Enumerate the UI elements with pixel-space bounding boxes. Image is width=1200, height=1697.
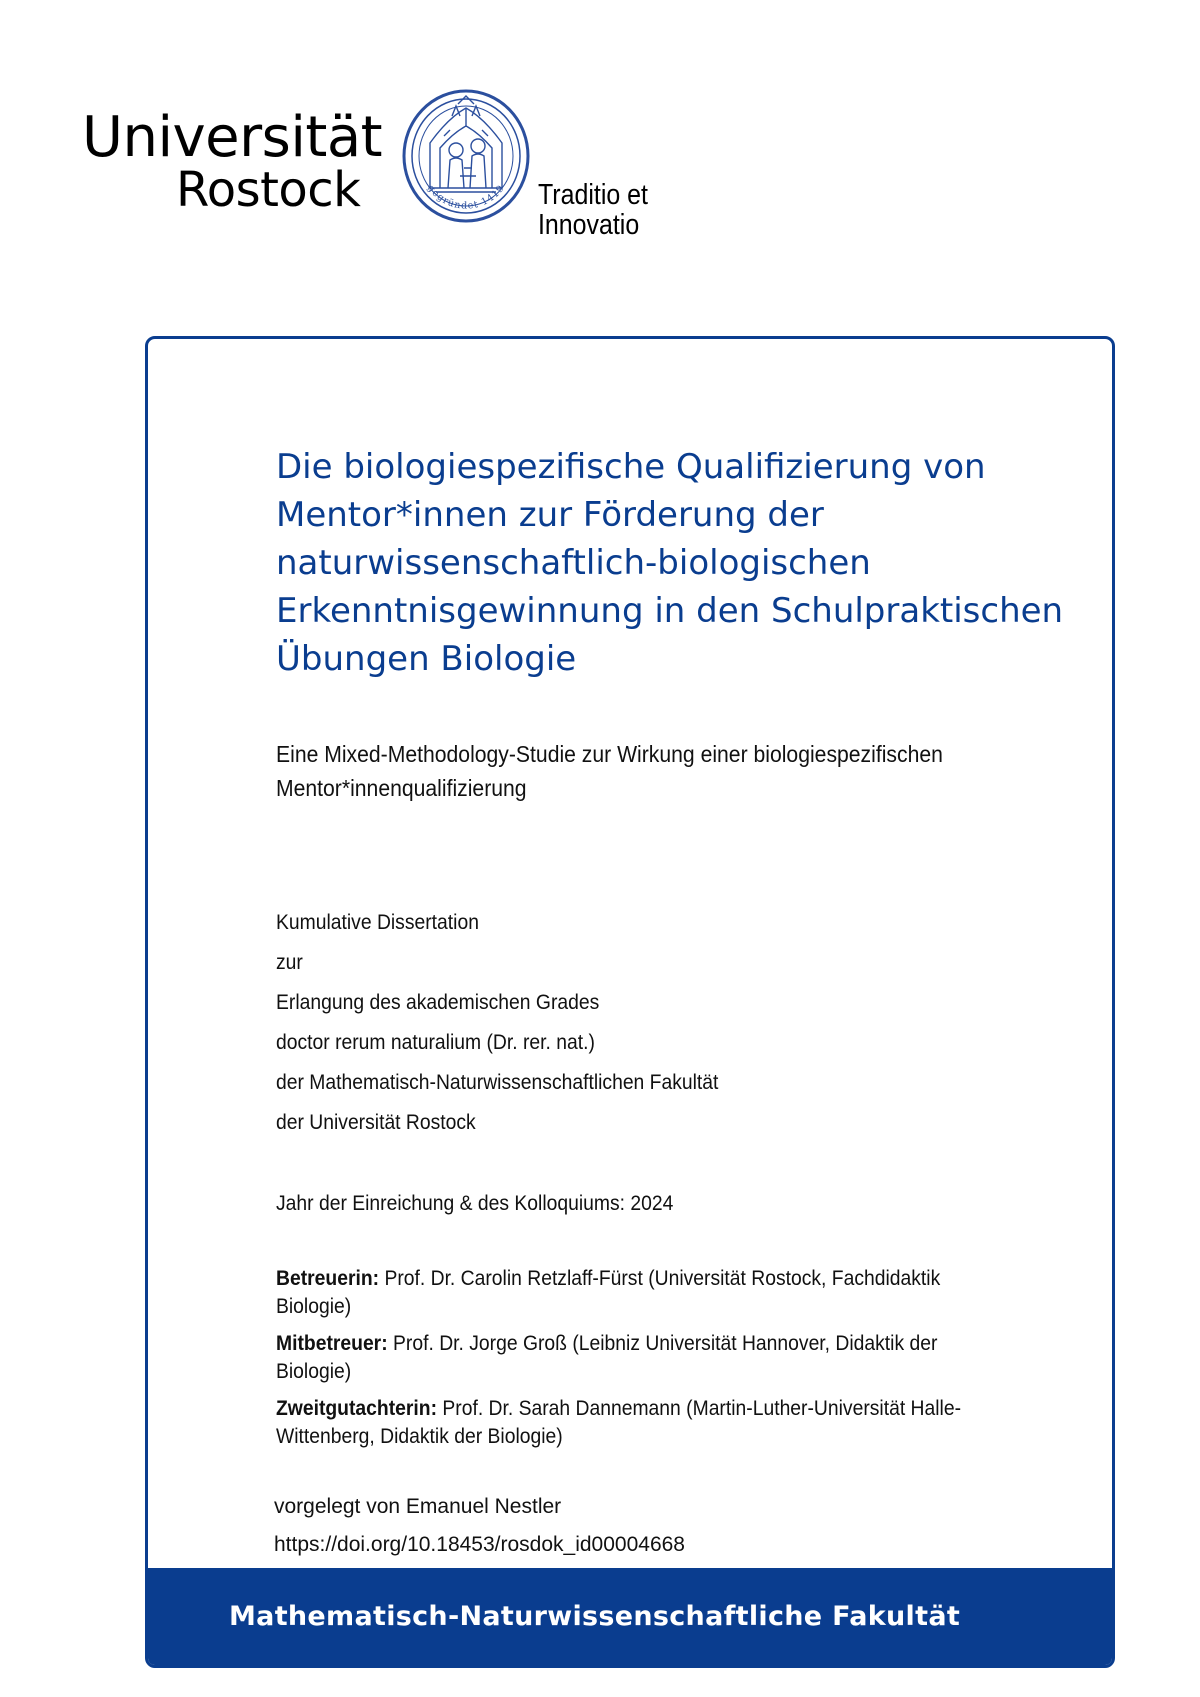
dissertation-statement xyxy=(276,903,757,1143)
doi-link[interactable]: https://doi.org/10.18453/rosdok_id00004668 xyxy=(274,1533,685,1556)
university-logo xyxy=(82,88,762,241)
statement-line: Erlangung des akademischen Grades xyxy=(276,991,600,1014)
supervisor-entry xyxy=(276,1265,994,1321)
dissertation-title: Die biologiespezifische Qualifizierung von Mentor*innen zur Förderung der naturwissenschaftlich-biologischen Erkenntnisgewinnung in den Schulpraktischen Übungen Biologie xyxy=(276,447,1064,679)
faculty-banner xyxy=(148,1568,1112,1665)
supervisor-role: Betreuerin: xyxy=(276,1267,380,1290)
supervisor-name: Prof. Dr. Carolin Retzlaff-Fürst (Universität Rostock, Fachdidaktik Biologie) xyxy=(276,1267,941,1318)
faculty-name: Mathematisch-Naturwissenschaftliche Fakultät xyxy=(229,1601,961,1632)
university-motto: Traditio et Innovatio xyxy=(538,179,648,241)
supervisor-list xyxy=(276,1265,1056,1460)
second-reviewer-role: Zweitgutachterin: xyxy=(276,1397,438,1420)
author-line: vorgelegt von Emanuel Nestler xyxy=(274,1495,562,1518)
second-reviewer-name: Prof. Dr. Sarah Dannemann (Martin-Luther-Universität Halle-Wittenberg, Didaktik der Biologie) xyxy=(276,1397,962,1448)
statement-line: zur xyxy=(276,951,303,974)
university-name-line2: Rostock xyxy=(176,162,361,218)
co-supervisor-role: Mitbetreuer: xyxy=(276,1332,388,1355)
statement-line: Kumulative Dissertation xyxy=(276,911,479,934)
cover-frame xyxy=(145,336,1115,1668)
co-supervisor-name: Prof. Dr. Jorge Groß (Leibniz Universität Hannover, Didaktik der Biologie) xyxy=(276,1332,938,1383)
statement-line: doctor rerum naturalium (Dr. rer. nat.) xyxy=(276,1031,595,1054)
statement-line: der Mathematisch-Naturwissenschaftlichen Fakultät xyxy=(276,1071,719,1094)
second-reviewer-entry xyxy=(276,1395,994,1451)
co-supervisor-entry xyxy=(276,1330,994,1386)
submission-year: Jahr der Einreichung & des Kolloquiums: 2024 xyxy=(276,1192,674,1215)
dissertation-subtitle: Eine Mixed-Methodology-Studie zur Wirkung einer biologiespezifischen Mentor*innenqualifizierung xyxy=(276,741,943,801)
university-seal-icon xyxy=(400,88,532,228)
seal-founding-text: gegründet 1419 xyxy=(424,182,508,212)
statement-line: der Universität Rostock xyxy=(276,1111,476,1134)
university-name-line1: Universität xyxy=(82,105,383,170)
